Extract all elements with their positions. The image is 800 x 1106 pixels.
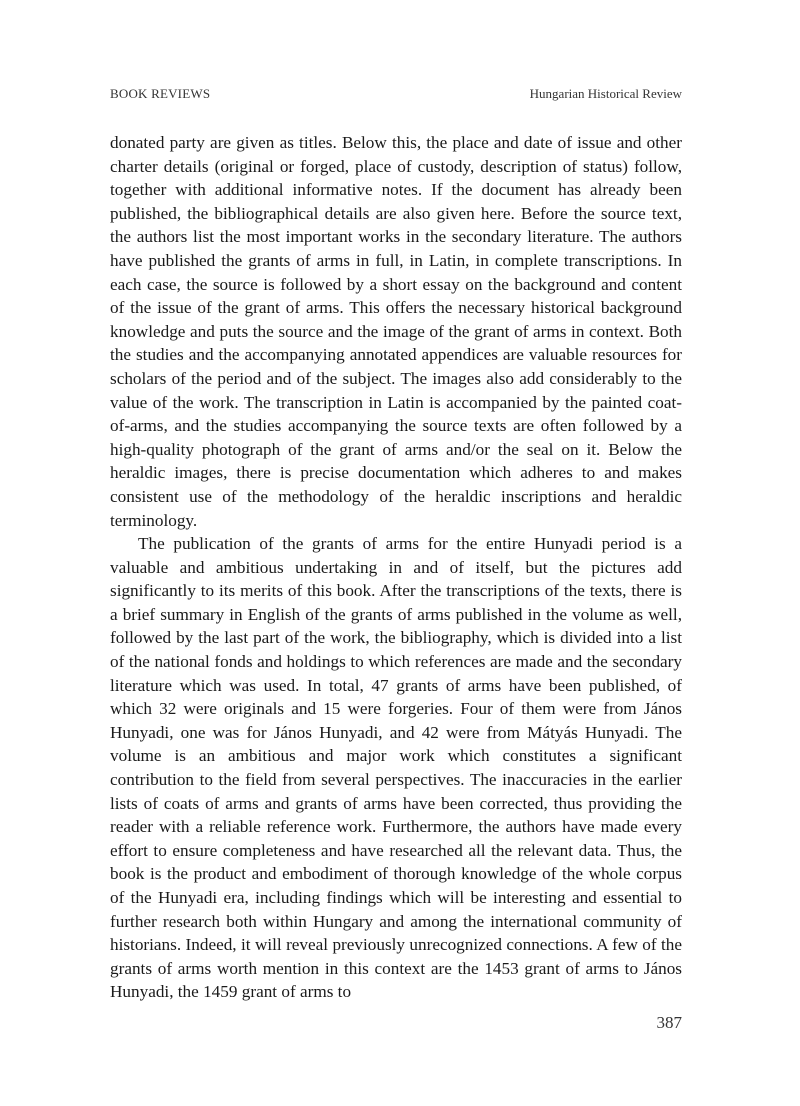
paragraph-1: donated party are given as titles. Below this, the place and date of issue and other charter details (original or forged, place of custody, description of status) follow, together with additional informative notes. If the document has already been published, the bibliographical details are also given here. Before the source text, the authors list the most important works in the secondary literature. The authors have published the grants of arms in full, in Latin, in complete transcriptions. In each case, the source is followed by a short essay on the background and content of the issue of the grant of arms. This offers the necessary historical background knowledge and puts the source and the image of the grant of arms in context. Both the studies and the accompanying annotated appendices are valuable resources for scholars of the period and of the subject. The images also add considerably to the value of the work. The transcription in Latin is accompanied by the painted coat-of-arms, and the studies accompanying the source texts are often followed by a high-quality photograph of the grant of arms and/or the seal on it. Below the heraldic images, there is precise documentation which adheres to and makes consistent use of the methodology of the heraldic inscriptions and heraldic terminology.	[110, 133, 682, 530]
page-number: 387	[656, 1013, 682, 1032]
journal-title: Hungarian Historical Review	[529, 86, 682, 101]
article-body	[110, 131, 682, 1004]
paragraph-2: The publication of the grants of arms for the entire Hunyadi period is a valuable and ambitious undertaking in and of itself, but the pictures add significantly to its merits of this book. After the transcriptions of the texts, there is a brief summary in English of the grants of arms published in the volume as well, followed by the last part of the work, the bibliography, which is divided into a list of the national fonds and holdings to which references are made and the secondary literature which was used. In total, 47 grants of arms have been published, of which 32 were originals and 15 were forgeries. Four of them were from János Hunyadi, one was for János Hunyadi, and 42 were from Mátyás Hunyadi. The volume is an ambitious and major work which constitutes a significant contribution to the field from several perspectives. The inaccuracies in the earlier lists of coats of arms and grants of arms have been corrected, thus providing the reader with a reliable reference work. Furthermore, the authors have made every effort to ensure completeness and have researched all the relevant data. Thus, the book is the product and embodiment of thorough knowledge of the whole corpus of the Hunyadi era, including findings which will be interesting and essential to further research both within Hungary and among the international community of historians. Indeed, it will reveal previously unrecognized connections. A few of the grants of arms worth mention in this context are the 1453 grant of arms to János Hunyadi, the 1459 grant of arms to	[110, 534, 682, 1002]
running-header	[110, 86, 682, 102]
section-title: BOOK REVIEWS	[110, 86, 211, 101]
